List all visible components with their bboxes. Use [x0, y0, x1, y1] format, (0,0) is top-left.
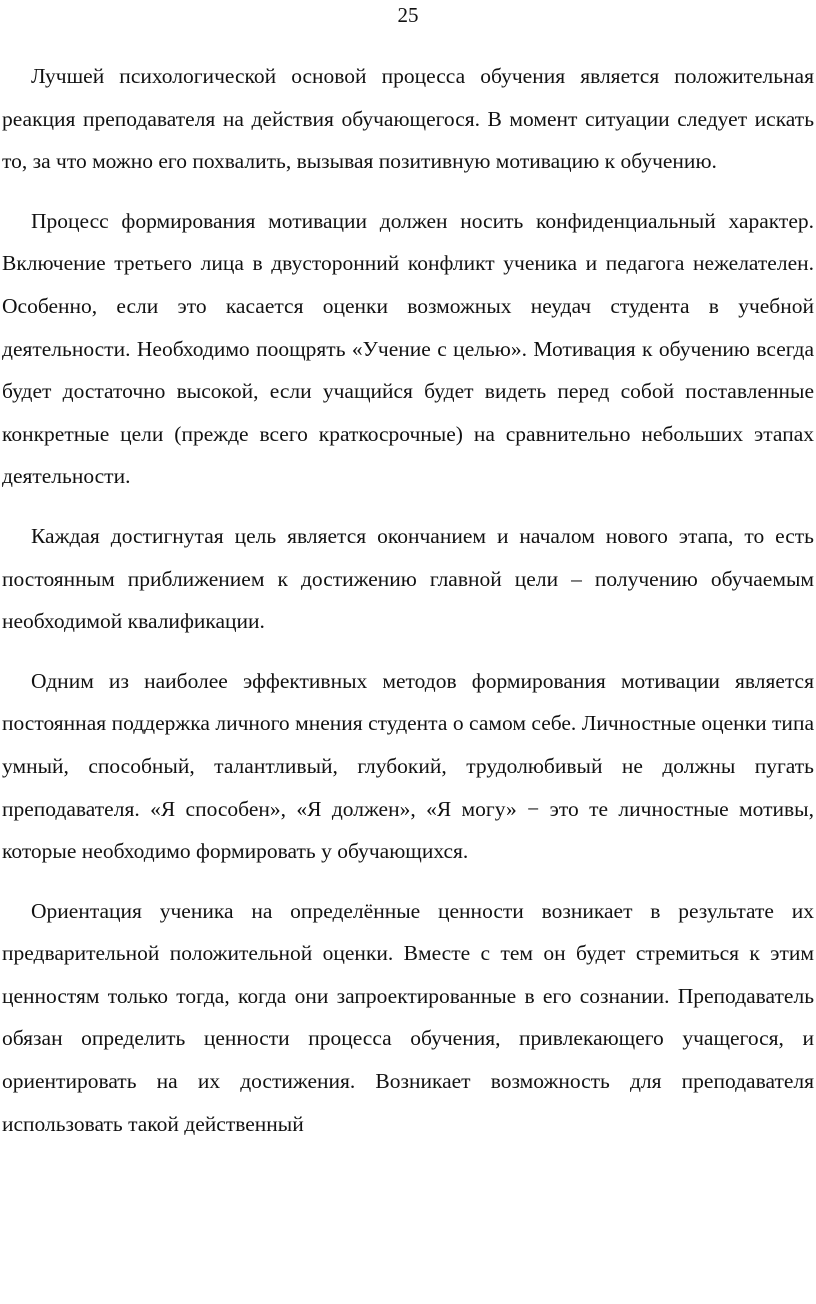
paragraph-1: Лучшей психологической основой процесса обучения является положительная реакция преподавателя на действия обучающегося. В момент ситуации следует искать то, за что можно его похвалить, вызывая позитивную мотивацию к обучению. [2, 64, 814, 174]
paragraph-2: Процесс формирования мотивации должен носить конфиденциальный характер. Включение третьего лица в двусторонний конфликт ученика и педагога нежелателен. Особенно, если это касается оценки возможных неудач студента в учебной деятельности. Необходимо поощрять «Учение с целью». Мотивация к обучению всегда будет достаточно высокой, если учащийся будет видеть перед собой поставленные конкретные цели (прежде всего краткосрочные) на сравнительно небольших этапах деятельности. [2, 208, 814, 489]
paragraph-5: Ориентация ученика на определённые ценности возникает в результате их предварительной положительной оценки. Вместе с тем он будет стремиться к этим ценностям только тогда, когда они запроектированные в его сознании. Преподаватель обязан определить ценности процесса обучения, привлекающего учащегося, и ориентировать на их достижения. Возникает возможность для преподавателя использовать такой действенный [2, 898, 814, 1136]
document-body [2, 55, 814, 1162]
paragraph-3: Каждая достигнутая цель является окончанием и началом нового этапа, то есть постоянным приближением к достижению главной цели – получению обучаемым необходимой квалификации. [2, 523, 814, 634]
page-number: 25 [397, 3, 419, 27]
paragraph-4: Одним из наиболее эффективных методов формирования мотивации является постоянная поддержка личного мнения студента о самом себе. Личностные оценки типа умный, способный, талантливый, глубокий, трудолюбивый не должны пугать преподавателя. «Я способен», «Я должен», «Я могу» − это те личностные мотивы, которые необходимо формировать у обучающихся. [2, 668, 814, 864]
